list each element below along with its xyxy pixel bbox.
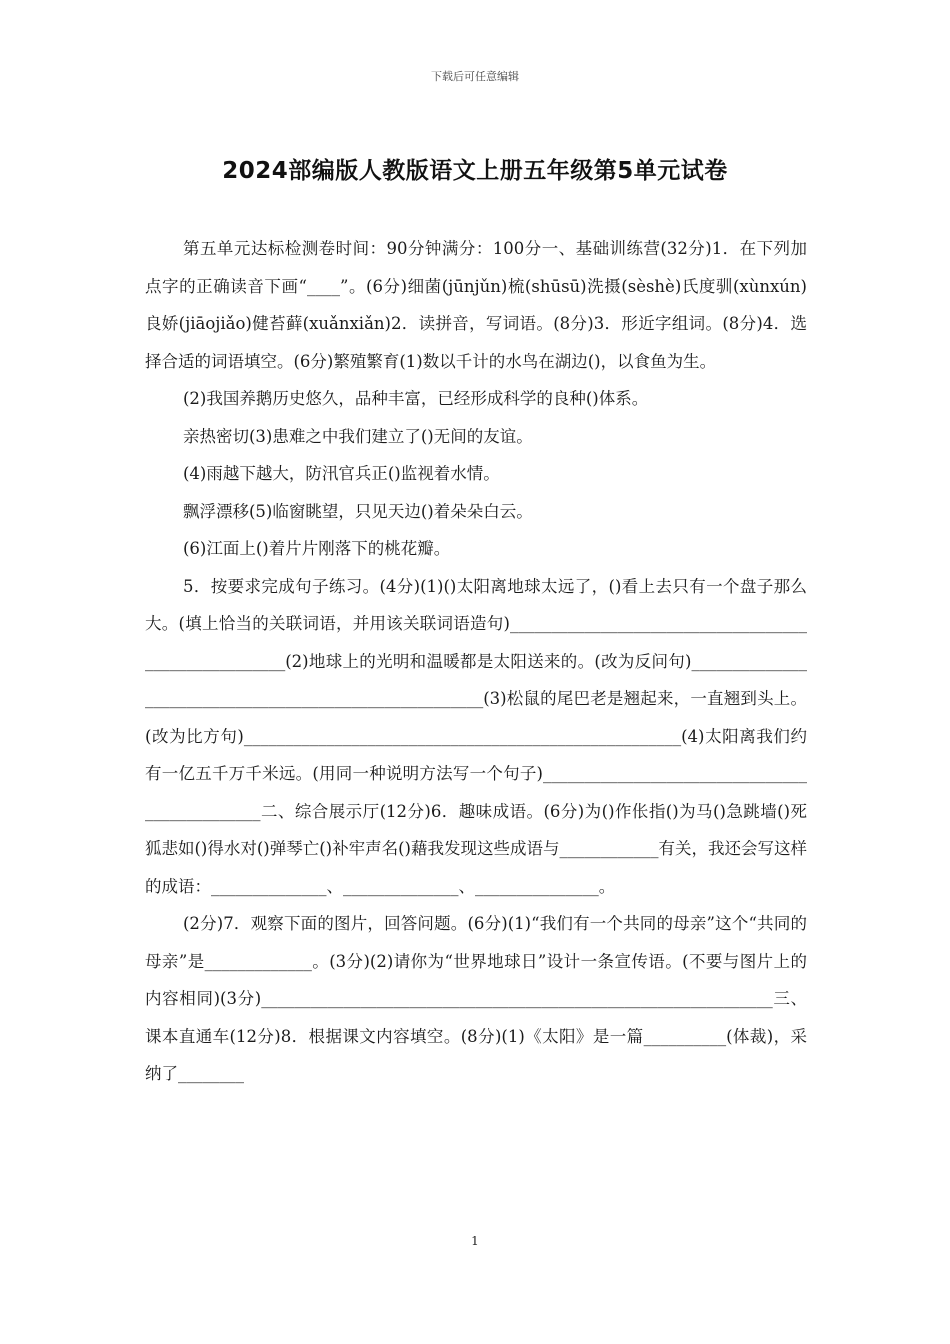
paragraph: 5．按要求完成句子练习。(4分)(1)()太阳离地球太远了，()看上去只有一个盘子那么大。(填上恰当的关联词语，并用该关联词语造句)_____________________________________________________(2)地球上的光明和温暖都是太阳送来的。(改为反问句)_______________________________________________________(3)松鼠的尾巴老是翘起来，一直翘到头上。(改为比方句)_____________________________________________________(4)太阳离我们约有一亿五千万千米远。(用同一种说明方法写一个句子)______________________________________________二、综合展示厅(12分)6．趣味成语。(6分)为()作伥指()为马()急跳墙()死狐悲如()得水对()弹琴亡()补牢声名()藉我发现这些成语与____________有关，我还会写这样的成语：______________、______________、_______________。 <box>145 576 807 896</box>
paragraph: 亲热密切(3)患难之中我们建立了()无间的友谊。 <box>183 426 533 446</box>
paragraph: 飘浮漂移(5)临窗眺望，只见天边()着朵朵白云。 <box>183 501 533 521</box>
paragraph: 第五单元达标检测卷时间：90分钟满分：100分一、基础训练营(32分)1．在下列加点字的正确读音下画“____”。(6分)细菌(jūnjǔn)梳(shūsū)洗摄(sèshè)氏度驯(xùnxún)良娇(jiāojiǎo)健苔藓(xuǎnxiǎn)2．读拼音，写词语。(8分)3．形近字组词。(8分)4．选择合适的词语填空。(6分)繁殖繁育(1)数以千计的水鸟在湖边()，以食鱼为生。 <box>145 239 807 371</box>
paragraph: (2分)7．观察下面的图片，回答问题。(6分)(1)“我们有一个共同的母亲”这个“共同的母亲”是_____________。(3分)(2)请你为“世界地球日”设计一条宣传语。(不要与图片上的内容相同)(3分)______________________________________________________________三、课本直通车(12分)8．根据课文内容填空。(8分)(1)《太阳》是一篇__________(体裁)，采纳了________ <box>145 914 807 1083</box>
paragraph: (6)江面上()着片片刚落下的桃花瓣。 <box>183 539 451 558</box>
document-title: 2024部编版人教版语文上册五年级第5单元试卷 <box>222 158 728 184</box>
document-body <box>145 230 807 1093</box>
page-number: 1 <box>471 1234 479 1248</box>
paragraph: (4)雨越下越大，防汛官兵正()监视着水情。 <box>183 464 500 483</box>
header-note: 下载后可任意编辑 <box>431 70 519 83</box>
paragraph: (2)我国养鹅历史悠久，品种丰富，已经形成科学的良种()体系。 <box>183 389 649 408</box>
